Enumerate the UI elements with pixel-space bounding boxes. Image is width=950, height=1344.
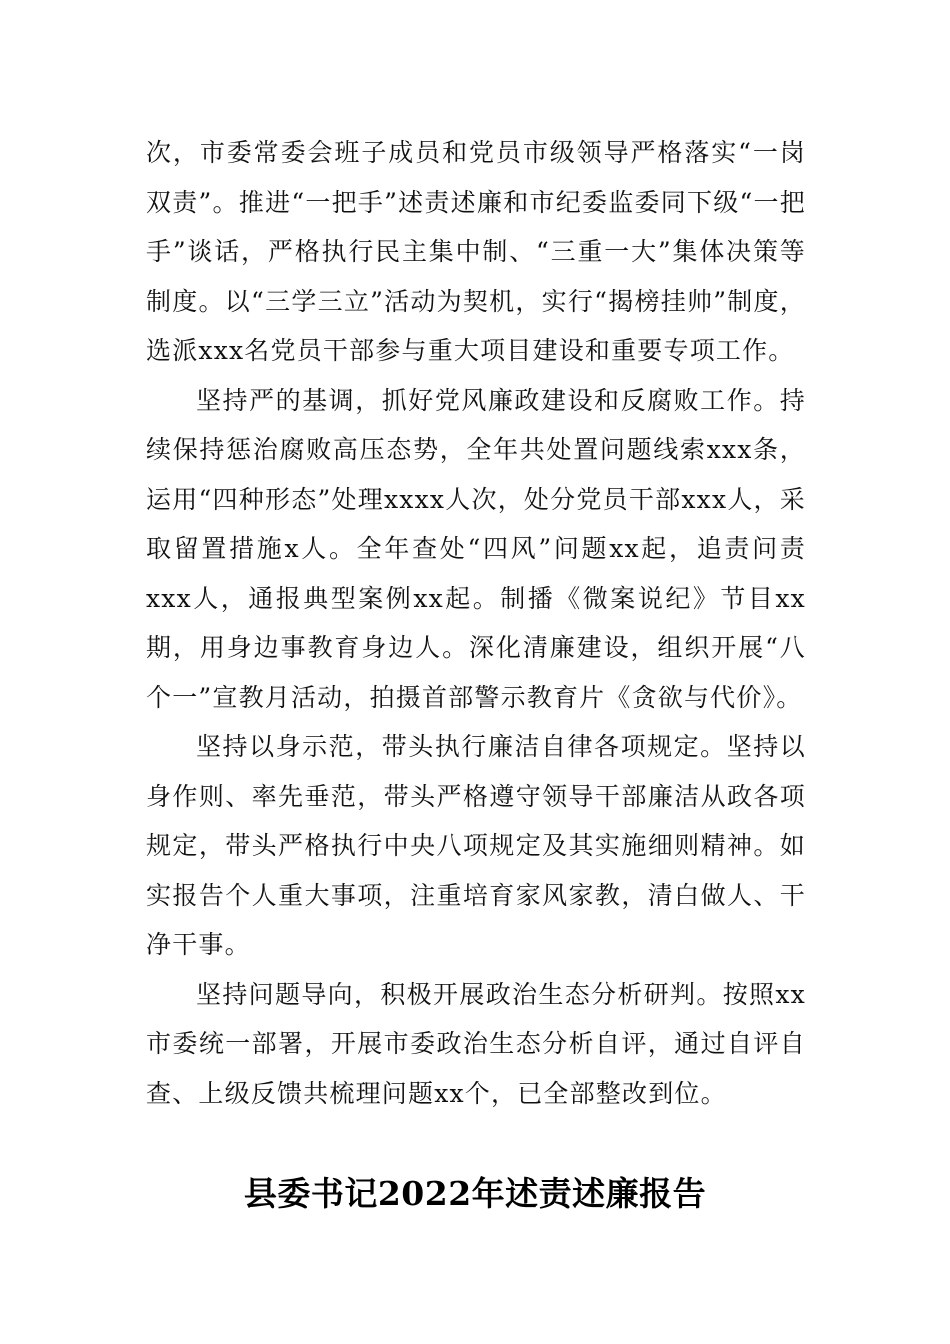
- paragraph-problem-oriented: 坚持问题导向，积极开展政治生态分析研判。按照xx市委统一部署，开展市委政治生态分析自评，通过自评自查、上级反馈共梳理问题xx个，已全部整改到位。: [146, 979, 806, 1108]
- paragraph-continuation: 次，市委常委会班子成员和党员市级领导严格落实“一岗双责”。推进“一把手”述责述廉和市纪委监委同下级“一把手”谈话，严格执行民主集中制、“三重一大”集体决策等制度。以“三学三立”活动为契机，实行“揭榜挂帅”制度，选派xxx名党员干部参与重大项目建设和重要专项工作。: [146, 138, 806, 365]
- paragraph-self-discipline: 坚持以身示范，带头执行廉洁自律各项规定。坚持以身作则、率先垂范，带头严格遵守领导干部廉洁从政各项规定，带头严格执行中央八项规定及其实施细则精神。如实报告个人重大事项，注重培育家风家教，清白做人、干净干事。: [146, 732, 806, 959]
- report-body: [146, 128, 806, 1118]
- paragraph-anti-corruption: 坚持严的基调，抓好党风廉政建设和反腐败工作。持续保持惩治腐败高压态势，全年共处置问题线索xxx条，运用“四种形态”处理xxxx人次，处分党员干部xxx人，采取留置措施x人。全年查处“四风”问题xx起，追责问责xxx人，通报典型案例xx起。制播《微案说纪》节目xx期，用身边事教育身边人。深化清廉建设，组织开展“八个一”宣教月活动，拍摄首部警示教育片《贪欲与代价》。: [146, 385, 806, 712]
- next-report-title: 县委书记2022年述责述廉报告: [243, 1174, 707, 1213]
